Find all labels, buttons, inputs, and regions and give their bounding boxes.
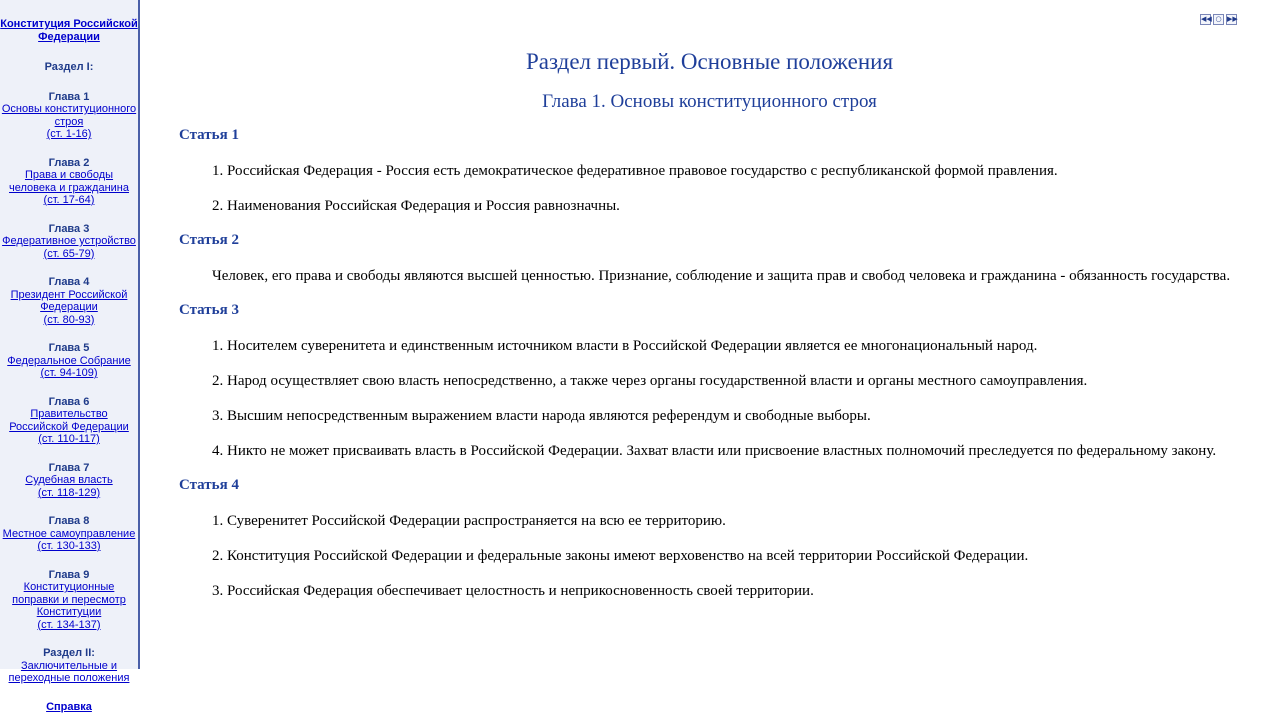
sidebar-chapter-range-link[interactable]: (ст. 80-93) [0, 314, 138, 327]
chapter-title: Глава 1. Основы конституционного строя [179, 90, 1240, 114]
article-paragraph: 3. Высшим непосредственным выражением власти народа являются референдум и свободные выборы. [179, 407, 1240, 425]
sidebar-chapter-title-link[interactable]: Права и свободы человека и гражданина [0, 169, 138, 194]
page-navigation [1200, 14, 1237, 25]
sidebar-chapter-8 [0, 515, 138, 553]
article-heading: Статья 4 [179, 475, 1240, 495]
sidebar-chapter-label: Глава 8 [0, 515, 138, 528]
article-paragraph: 2. Наименования Российская Федерация и Россия равнозначны. [179, 197, 1240, 215]
sidebar-chapter-label: Глава 3 [0, 223, 138, 236]
article-paragraph: Человек, его права и свободы являются высшей ценностью. Признание, соблюдение и защита прав и свобод человека и гражданина - обязанность государства. [179, 267, 1240, 285]
article-heading: Статья 3 [179, 300, 1240, 320]
sidebar-chapter-9 [0, 569, 138, 632]
article-paragraph: 3. Российская Федерация обеспечивает целостность и неприкосновенность своей территории. [179, 582, 1240, 600]
sidebar-help-link[interactable]: Справка [0, 701, 138, 713]
sidebar-chapter-range-link[interactable]: (ст. 1-16) [0, 128, 138, 141]
sidebar-chapter-6 [0, 396, 138, 446]
sidebar-chapter-title-link[interactable]: Конституционные поправки и пересмотр Конституции [0, 581, 138, 619]
sidebar-chapter-label: Глава 7 [0, 462, 138, 475]
sidebar-constitution-link[interactable]: Конституция Российской Федерации [0, 18, 138, 43]
section-title: Раздел первый. Основные положения [179, 46, 1240, 78]
sidebar-chapter-title-link[interactable]: Федеративное устройство [0, 235, 138, 248]
sidebar-chapter-title-link[interactable]: Основы конституционного строя [0, 103, 138, 128]
article-heading: Статья 2 [179, 230, 1240, 250]
sidebar-chapter-range-link[interactable]: (ст. 65-79) [0, 248, 138, 261]
sidebar-chapter-label: Глава 1 [0, 91, 138, 104]
sidebar-chapter-title-link[interactable]: Президент Российской Федерации [0, 289, 138, 314]
sidebar [0, 0, 140, 669]
sidebar-chapter-7 [0, 462, 138, 500]
sidebar-chapter-2 [0, 157, 138, 207]
next-page-icon[interactable]: ▶▶ [1226, 14, 1237, 25]
article-paragraph: 1. Российская Федерация - Россия есть демократическое федеративное правовое государство с республиканской формой правления. [179, 162, 1240, 180]
sidebar-chapter-range-link[interactable]: (ст. 110-117) [0, 433, 138, 446]
sidebar-section-2-link[interactable]: Заключительные и переходные положения [0, 660, 138, 685]
sidebar-chapter-3 [0, 223, 138, 261]
sidebar-chapter-range-link[interactable]: (ст. 134-137) [0, 619, 138, 632]
sidebar-section-2 [0, 647, 138, 685]
sidebar-chapter-range-link[interactable]: (ст. 130-133) [0, 540, 138, 553]
home-icon[interactable]: ○ [1213, 14, 1224, 25]
sidebar-chapter-label: Глава 4 [0, 276, 138, 289]
sidebar-chapter-title-link[interactable]: Федеральное Собрание [0, 355, 138, 368]
article-paragraph: 2. Конституция Российской Федерации и федеральные законы имеют верховенство на всей территории Российской Федерации. [179, 547, 1240, 565]
article-paragraph: 1. Носителем суверенитета и единственным источником власти в Российской Федерации является ее многонациональный народ. [179, 337, 1240, 355]
sidebar-chapter-5 [0, 342, 138, 380]
sidebar-chapter-range-link[interactable]: (ст. 17-64) [0, 194, 138, 207]
sidebar-chapter-4 [0, 276, 138, 326]
article-paragraph: 2. Народ осуществляет свою власть непосредственно, а также через органы государственной власти и органы местного самоуправления. [179, 372, 1240, 390]
sidebar-chapter-range-link[interactable]: (ст. 118-129) [0, 487, 138, 500]
article-heading: Статья 1 [179, 125, 1240, 145]
main-content [179, 46, 1240, 600]
sidebar-chapter-1 [0, 91, 138, 141]
sidebar-chapter-label: Глава 5 [0, 342, 138, 355]
prev-page-icon[interactable]: ◀◀ [1200, 14, 1211, 25]
sidebar-chapter-label: Глава 9 [0, 569, 138, 582]
sidebar-chapter-title-link[interactable]: Судебная власть [0, 474, 138, 487]
sidebar-chapter-range-link[interactable]: (ст. 94-109) [0, 367, 138, 380]
sidebar-chapter-title-link[interactable]: Местное самоуправление [0, 528, 138, 541]
sidebar-chapter-label: Глава 2 [0, 157, 138, 170]
sidebar-chapter-label: Глава 6 [0, 396, 138, 409]
sidebar-section-1-label: Раздел I: [0, 61, 138, 74]
sidebar-section-2-label: Раздел II: [0, 647, 138, 660]
article-paragraph: 1. Суверенитет Российской Федерации распространяется на всю ее территорию. [179, 512, 1240, 530]
article-paragraph: 4. Никто не может присваивать власть в Российской Федерации. Захват власти или присвоение властных полномочий преследуется по федеральному закону. [179, 442, 1240, 460]
sidebar-chapter-title-link[interactable]: Правительство Российской Федерации [0, 408, 138, 433]
